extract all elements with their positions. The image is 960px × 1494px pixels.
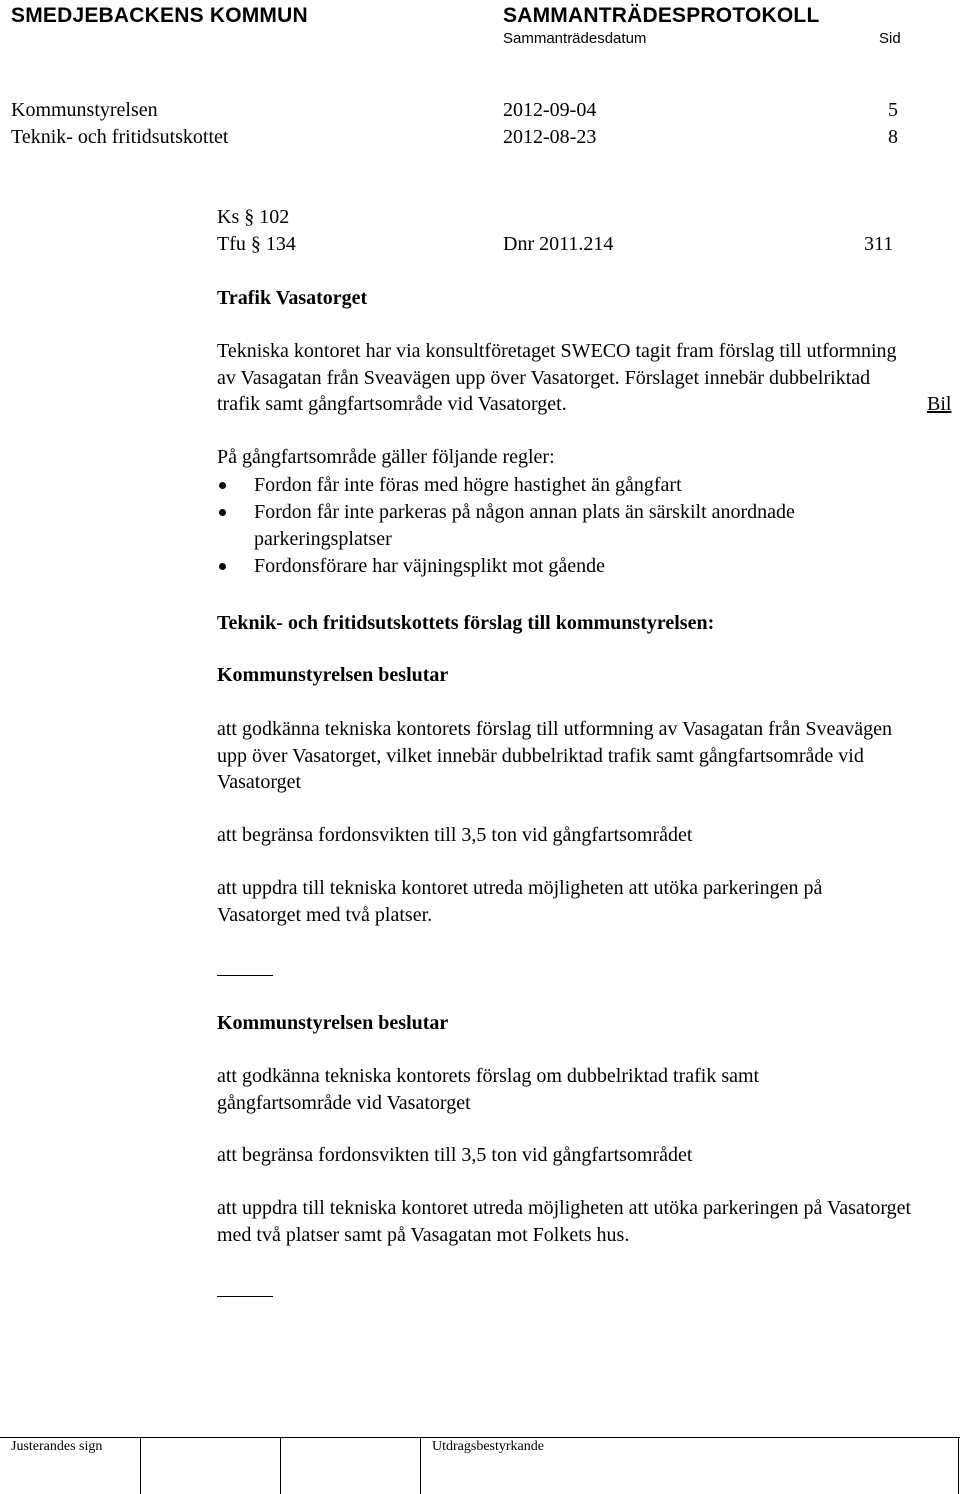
signature-box-divider bbox=[140, 1437, 141, 1494]
diary-number: Dnr 2011.214 bbox=[503, 233, 614, 255]
footer-right-border bbox=[958, 1437, 959, 1494]
date-label: Sammanträdesdatum bbox=[503, 30, 647, 47]
classification-code: 311 bbox=[864, 233, 894, 255]
rules-list bbox=[217, 472, 917, 580]
document-type: SAMMANTRÄDESPROTOKOLL bbox=[503, 4, 820, 27]
meeting-date: 2012-09-04 bbox=[503, 99, 597, 121]
bullet-icon bbox=[219, 563, 226, 570]
list-item bbox=[217, 553, 917, 580]
rules-intro: På gångfartsområde gäller följande regler: bbox=[217, 446, 555, 468]
rule-text: Fordon får inte parkeras på någon annan plats än särskilt anordnade parkeringsplatser bbox=[254, 501, 795, 550]
bullet-icon bbox=[219, 482, 226, 489]
signature-box-divider bbox=[280, 1437, 281, 1494]
municipality-name: SMEDJEBACKENS KOMMUN bbox=[11, 4, 308, 27]
intro-paragraph: Tekniska kontoret har via konsultföretaget SWECO tagit fram förslag till utformning av Vasagatan från Sveavägen upp över Vasatorget. Förslaget innebär dubbelriktad trafik samt gångfartsområde vid Vasatorget. bbox=[217, 340, 897, 415]
page-label: Sid bbox=[879, 30, 901, 47]
bullet-icon bbox=[219, 509, 226, 516]
attachment-marker: Bil bbox=[927, 393, 952, 415]
decision-clause: att begränsa fordonsvikten till 3,5 ton vid gångfartsområdet bbox=[217, 1144, 693, 1166]
case-title: Trafik Vasatorget bbox=[217, 287, 368, 309]
meeting-body: Teknik- och fritidsutskottet bbox=[11, 126, 229, 148]
meeting-date: 2012-08-23 bbox=[503, 126, 597, 148]
decision-heading: Kommunstyrelsen beslutar bbox=[217, 664, 449, 686]
footer-border bbox=[0, 1437, 960, 1438]
decision-clause: att godkänna tekniska kontorets förslag om dubbelriktad trafik samt gångfartsområde vid Vasatorget bbox=[217, 1065, 760, 1114]
decision-heading: Kommunstyrelsen beslutar bbox=[217, 1012, 449, 1034]
ks-paragraph-ref: Ks § 102 bbox=[217, 206, 290, 228]
utdragsbestyrkande-label: Utdragsbestyrkande bbox=[432, 1439, 544, 1454]
decision-clause: att uppdra till tekniska kontoret utreda möjligheten att utöka parkeringen på Vasatorget med två platser. bbox=[217, 877, 823, 926]
decision-clause: att godkänna tekniska kontorets förslag till utformning av Vasagatan från Sveavägen upp över Vasatorget, vilket innebär dubbelriktad trafik samt gångfartsområde vid Vasatorget bbox=[217, 718, 892, 793]
list-item bbox=[217, 499, 917, 553]
rule-text: Fordonsförare har väjningsplikt mot gående bbox=[254, 555, 606, 577]
list-item bbox=[217, 472, 917, 499]
tfu-paragraph-ref: Tfu § 134 bbox=[217, 233, 296, 255]
meeting-page: 8 bbox=[888, 126, 898, 148]
meeting-body: Kommunstyrelsen bbox=[11, 99, 158, 121]
justerandes-sign-label: Justerandes sign bbox=[11, 1439, 103, 1454]
proposal-heading: Teknik- och fritidsutskottets förslag till kommunstyrelsen: bbox=[217, 612, 715, 634]
decision-clause: att uppdra till tekniska kontoret utreda möjligheten att utöka parkeringen på Vasatorget med två platser samt på Vasagatan mot Folkets hus. bbox=[217, 1197, 912, 1246]
section-divider bbox=[217, 1296, 273, 1297]
decision-clause: att begränsa fordonsvikten till 3,5 ton vid gångfartsområdet bbox=[217, 824, 693, 846]
meeting-page: 5 bbox=[888, 99, 898, 121]
rule-text: Fordon får inte föras med högre hastighet än gångfart bbox=[254, 474, 682, 496]
section-divider bbox=[217, 975, 273, 976]
signature-box-divider bbox=[420, 1437, 421, 1494]
